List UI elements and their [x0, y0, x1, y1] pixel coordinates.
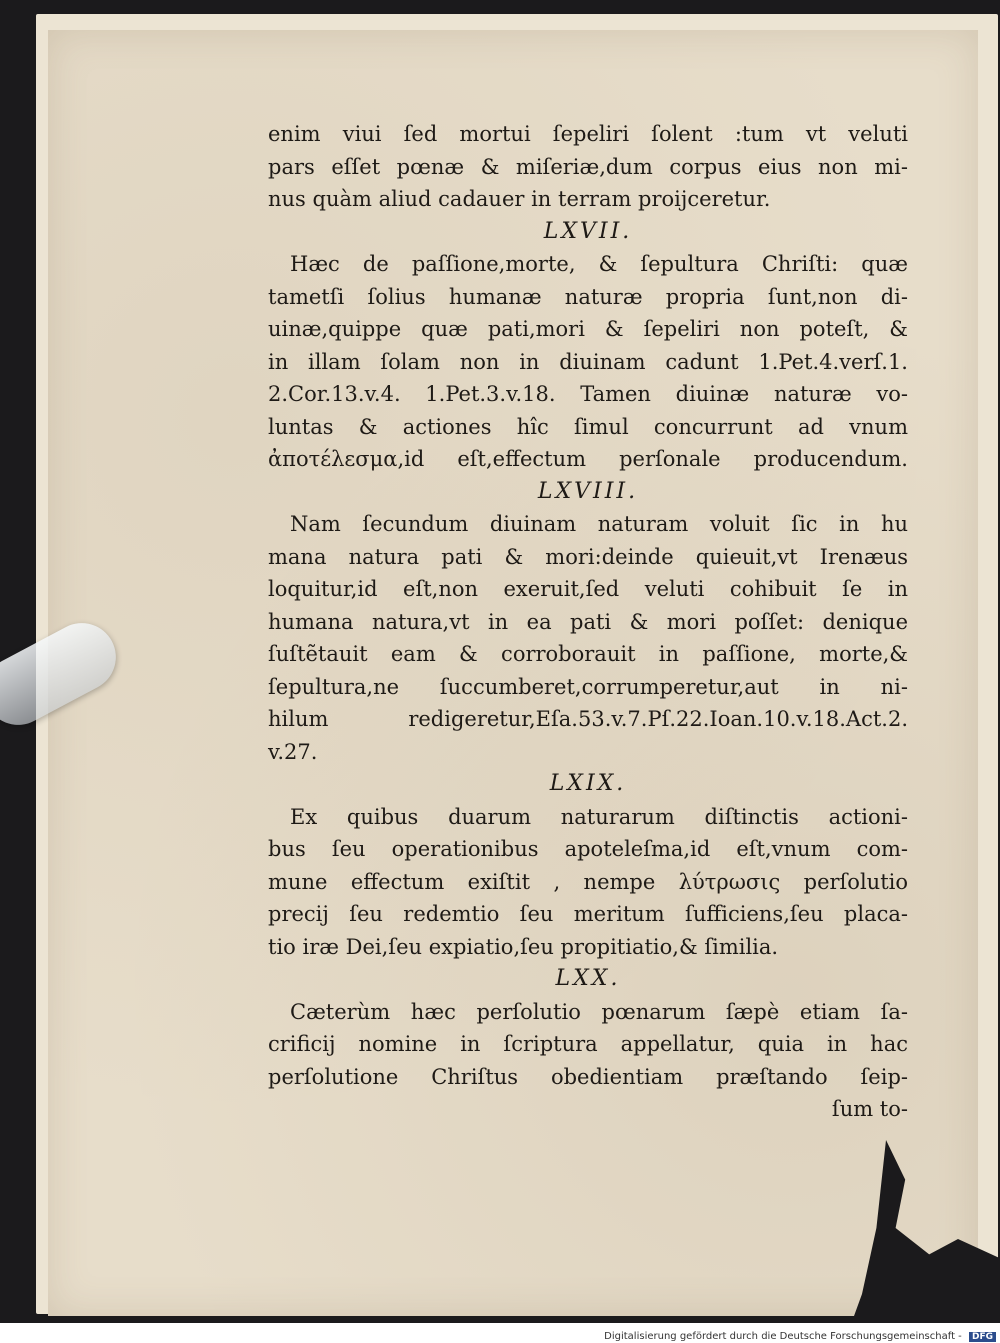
- text-line: loquitur,id eſt,non exeruit,ſed veluti cohibuit ſe in: [268, 577, 908, 601]
- text-line: tio iræ Dei,ſeu expiatio,ſeu propitiatio,& ſimilia.: [268, 934, 779, 959]
- section-heading: LXIX.: [549, 771, 627, 796]
- digitization-credit: [604, 1331, 996, 1342]
- text-line: tametſi ſolius humanæ naturæ propria ſunt,non di-: [268, 284, 908, 309]
- text-line: precij ſeu redemtio ſeu meritum ſufficiens,ſeu placa-: [268, 902, 908, 926]
- text-line: humana natura,vt in ea pati & mori poſſet: denique: [268, 609, 908, 634]
- text-line: mune effectum exiſtit , nempe λύτρωσις perſolutio: [268, 869, 908, 894]
- text-line: hilum redigeretur,Eſa.53.v.7.Pſ.22.Ioan.10.v.18.Act.2.: [268, 707, 908, 731]
- text-line: mana natura pati & mori:deinde quieuit,vt Irenæus: [268, 544, 908, 569]
- text-line: perſolutione Chriſtus obedientiam præſtando ſeip-: [268, 1064, 908, 1089]
- text-line: in illam ſolam non in diuinam cadunt 1.Pet.4.verſ.1.: [268, 349, 908, 374]
- text-line: nus quàm aliud cadauer in terram proijceretur.: [268, 187, 771, 211]
- text-line: ſuſtẽtauit eam & corroborauit in paſſione, morte,&: [268, 642, 908, 666]
- section-heading: LXVIII.: [537, 478, 639, 504]
- section-heading: LXX.: [555, 966, 621, 991]
- text-line: v.27.: [268, 739, 318, 764]
- text-line: Cæterùm hæc perſolutio pœnarum ſæpè etiam ſa-: [290, 999, 908, 1024]
- text-line: luntas & actiones hîc ſimul concurrunt ad vnum: [268, 414, 908, 439]
- dfg-logo: DFG: [969, 1332, 996, 1342]
- text-line: ἀποτέλεσμα,id eſt,effectum perſonale producendum.: [268, 447, 908, 471]
- credit-text: Digitalisierung gefördert durch die Deutsche Forschungsgemeinschaft -: [604, 1331, 962, 1342]
- page-text: [268, 118, 908, 1126]
- text-line: 2.Cor.13.v.4. 1.Pet.3.v.18. Tamen diuinæ naturæ vo-: [268, 382, 908, 406]
- catchword: ſum to-: [831, 1097, 908, 1121]
- text-line: pars eſſet pœnæ & miſeriæ,dum corpus eius non mi-: [268, 154, 908, 179]
- text-line: enim viui ſed mortui ſepeliri ſolent :tum vt veluti: [268, 122, 908, 146]
- text-line: uinæ,quippe quæ pati,mori & ſepeliri non poteſt, &: [268, 317, 908, 341]
- text-line: Hæc de paſſione,morte, & ſepultura Chriſti: quæ: [290, 252, 908, 276]
- section-heading: LXVII.: [543, 218, 633, 244]
- text-line: crificij nomine in ſcriptura appellatur, quia in hac: [268, 1032, 908, 1056]
- text-line: Nam ſecundum diuinam naturam voluit ſic in hu: [290, 512, 908, 536]
- text-line: Ex quibus duarum naturarum diſtinctis actioni-: [290, 804, 908, 829]
- text-line: bus ſeu operationibus apoteleſma,id eſt,vnum com-: [268, 837, 908, 861]
- text-line: ſepultura,ne ſuccumberet,corrumperetur,aut in ni-: [268, 674, 908, 699]
